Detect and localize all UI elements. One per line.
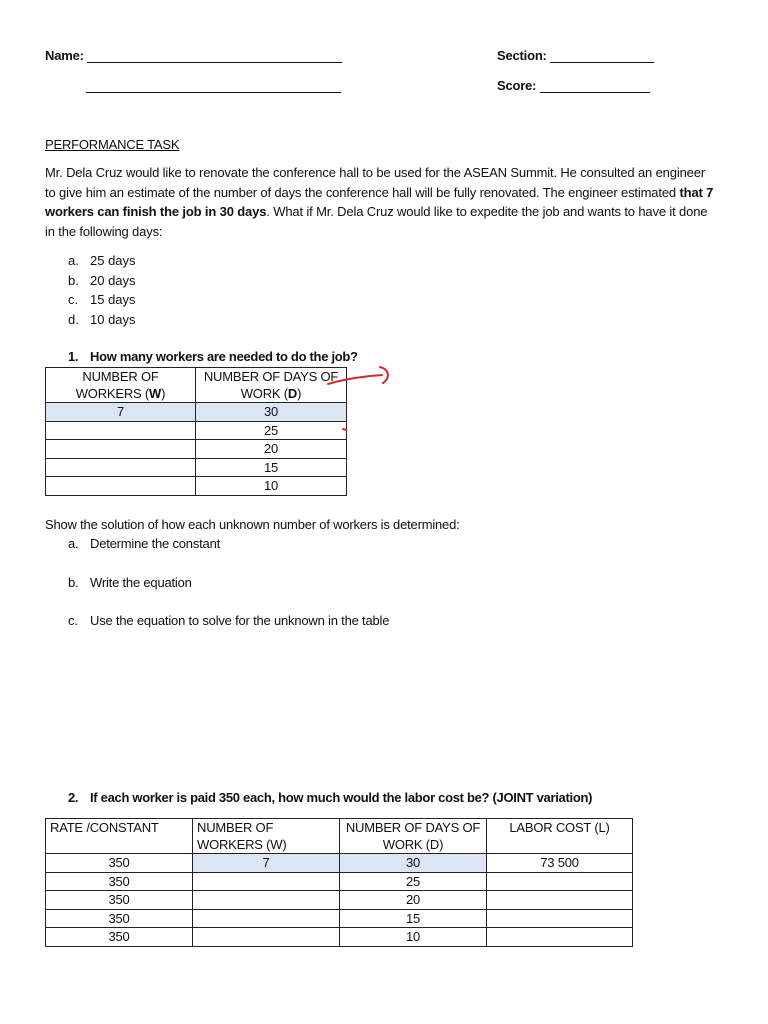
- column-header-workers: NUMBER OF WORKERS (W): [193, 819, 340, 854]
- table-cell[interactable]: 73 500: [487, 854, 633, 873]
- pen-annotation-arrow-icon: [320, 362, 400, 442]
- intro-text-1: Mr. Dela Cruz would like to renovate the conference hall to be used for the ASEAN Summit. He consulted an engineer to give him an estimate of the number of days the conference hall will be fully renovated. The engineer estimated: [45, 165, 705, 200]
- column-header-workers: NUMBER OF WORKERS (W): [46, 368, 196, 403]
- labor-cost-table: [45, 818, 633, 947]
- name-blank-line-2[interactable]: [86, 80, 341, 93]
- table-row: [46, 928, 633, 947]
- table-cell[interactable]: 30: [340, 854, 487, 873]
- table-cell[interactable]: [487, 928, 633, 947]
- question-2-title: 2. If each worker is paid 350 each, how much would the labor cost be? (JOINT variation): [68, 790, 593, 805]
- table-row: [46, 477, 347, 496]
- list-item: b. 20 days: [68, 272, 136, 288]
- table-cell[interactable]: [487, 909, 633, 928]
- table-row: [46, 403, 347, 422]
- table-cell[interactable]: [46, 440, 196, 459]
- score-label: Score:: [497, 78, 537, 93]
- table-row: [46, 421, 347, 440]
- table-cell[interactable]: [193, 909, 340, 928]
- table-cell[interactable]: [193, 872, 340, 891]
- section-label: Section:: [497, 48, 547, 63]
- table-cell[interactable]: 10: [196, 477, 347, 496]
- list-item: a. 25 days: [68, 253, 136, 268]
- table-cell[interactable]: [193, 928, 340, 947]
- table-cell[interactable]: [46, 477, 196, 496]
- solution-step-c: c. Use the equation to solve for the unknown in the table: [68, 613, 390, 628]
- table-cell[interactable]: [487, 891, 633, 910]
- table-cell[interactable]: 20: [340, 891, 487, 910]
- score-field: [497, 78, 650, 93]
- task-description: [45, 163, 717, 241]
- table-cell[interactable]: 15: [340, 909, 487, 928]
- intro-bold-text: that 7 workers can finish the job in 30 days: [45, 184, 714, 219]
- section-field: [497, 48, 654, 63]
- question-1-title: 1. How many workers are needed to do the job?: [68, 349, 358, 364]
- column-header-days: NUMBER OF DAYS OF WORK (D): [196, 368, 347, 403]
- table-row: [46, 872, 633, 891]
- table-row: [46, 440, 347, 459]
- table-cell[interactable]: [487, 872, 633, 891]
- solution-step-b: b. Write the equation: [68, 575, 192, 590]
- table-cell[interactable]: [46, 458, 196, 477]
- table-cell[interactable]: 350: [46, 928, 193, 947]
- table-cell[interactable]: [193, 891, 340, 910]
- column-header-labor-cost: LABOR COST (L): [487, 819, 633, 854]
- table-cell[interactable]: 15: [196, 458, 347, 477]
- table-cell[interactable]: 30: [196, 403, 347, 422]
- score-blank-line[interactable]: [540, 80, 650, 93]
- list-item: c. 15 days: [68, 292, 136, 307]
- solution-instructions: Show the solution of how each unknown number of workers is determined:: [45, 517, 460, 532]
- table-cell[interactable]: 7: [193, 854, 340, 873]
- table-cell[interactable]: 350: [46, 891, 193, 910]
- intro-text-2: . What if Mr. Dela Cruz would like to expedite the job and wants to have it done in the following days:: [45, 204, 708, 239]
- column-header-days: NUMBER OF DAYS OF WORK (D): [340, 819, 487, 854]
- table-header-row: [46, 368, 347, 403]
- table-cell[interactable]: 25: [340, 872, 487, 891]
- table-cell[interactable]: 25: [196, 421, 347, 440]
- table-cell[interactable]: [46, 421, 196, 440]
- table-cell[interactable]: 350: [46, 854, 193, 873]
- name-second-line: [86, 78, 341, 93]
- table-row: [46, 458, 347, 477]
- section-blank-line[interactable]: [550, 50, 654, 63]
- task-title: PERFORMANCE TASK: [45, 137, 180, 152]
- name-field: [45, 48, 342, 63]
- name-blank-line[interactable]: [87, 50, 342, 63]
- workers-days-table: [45, 367, 347, 496]
- table-cell[interactable]: 350: [46, 872, 193, 891]
- list-item: d. 10 days: [68, 311, 136, 327]
- column-header-rate: RATE /CONSTANT: [46, 819, 193, 854]
- table-cell[interactable]: 350: [46, 909, 193, 928]
- table-cell[interactable]: 20: [196, 440, 347, 459]
- table-row: [46, 909, 633, 928]
- day-choices-list: [68, 251, 136, 329]
- table-cell[interactable]: 10: [340, 928, 487, 947]
- table-cell[interactable]: 7: [46, 403, 196, 422]
- table-row: [46, 891, 633, 910]
- table-row: [46, 854, 633, 873]
- table-header-row: [46, 819, 633, 854]
- name-label: Name:: [45, 48, 84, 63]
- solution-step-a: a. Determine the constant: [68, 536, 221, 551]
